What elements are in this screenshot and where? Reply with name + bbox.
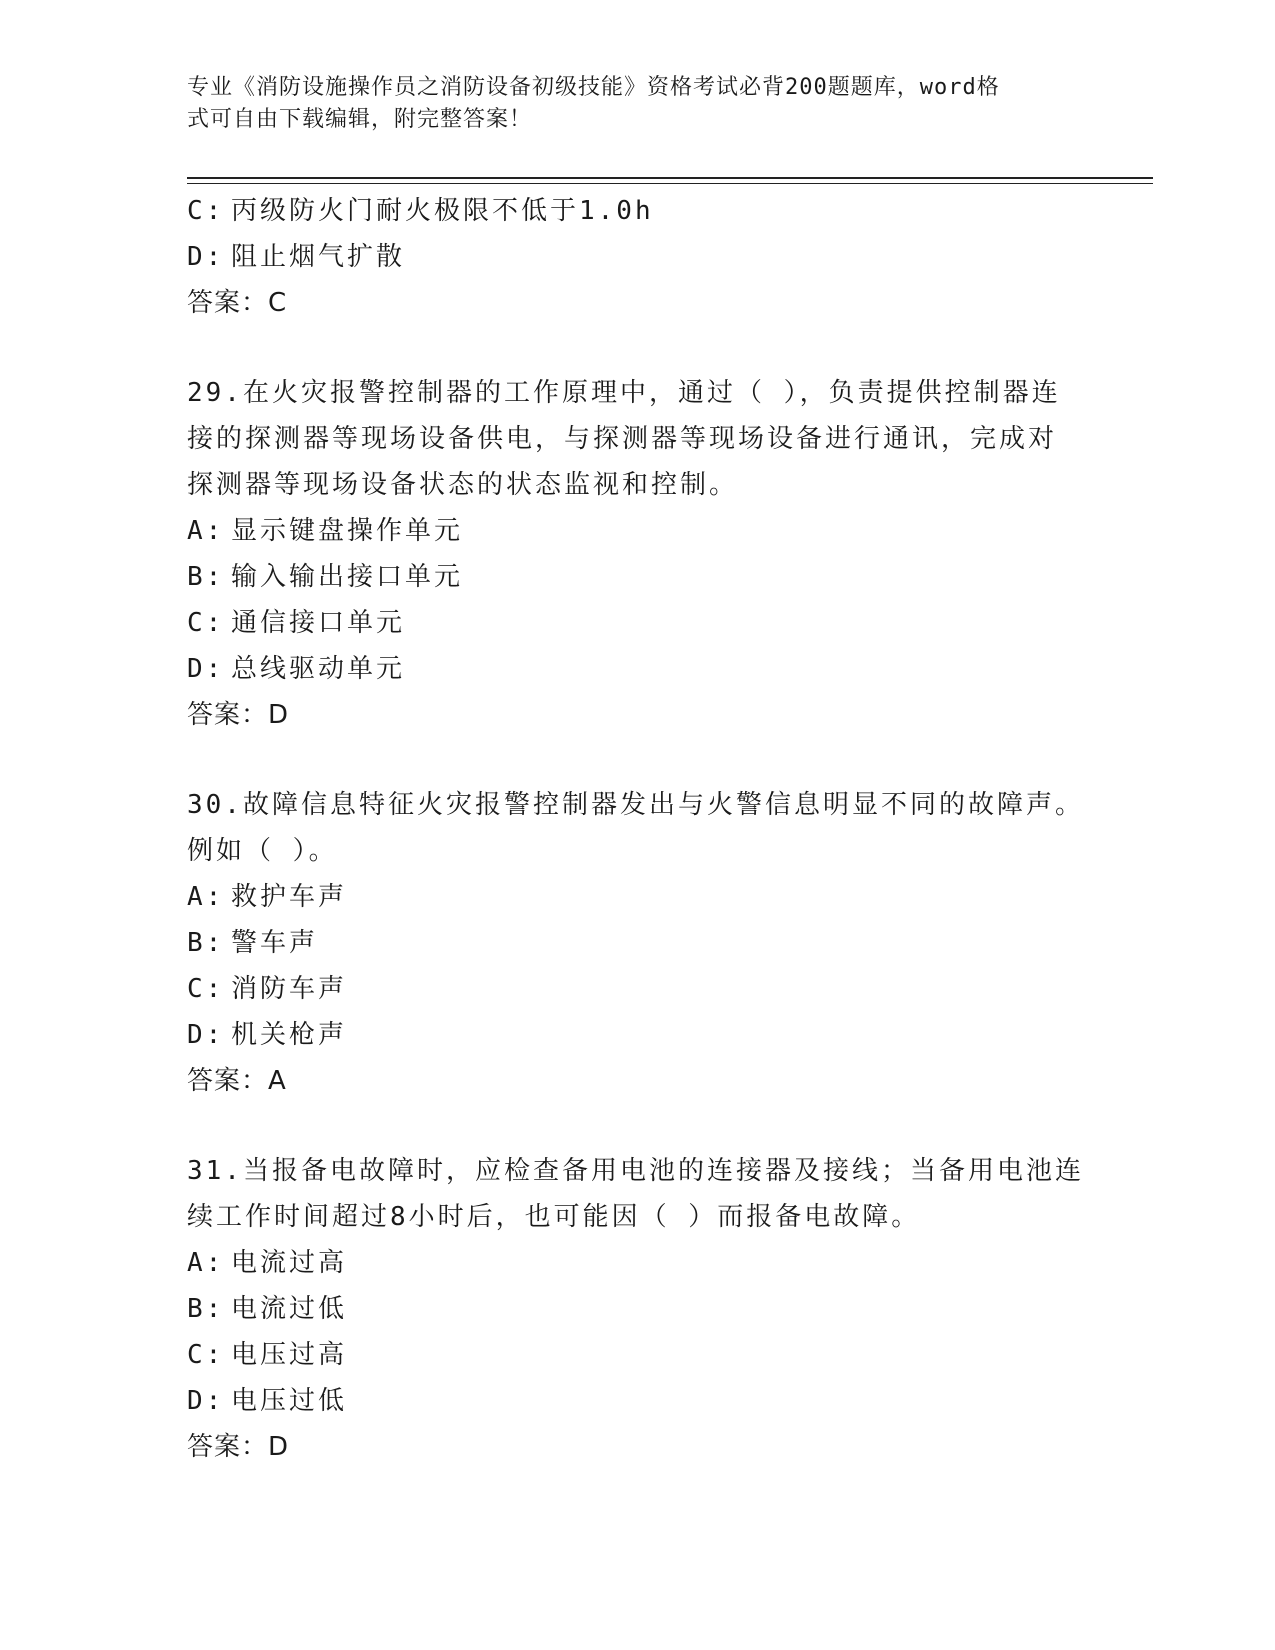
header-title-line-2: 式可自由下载编辑，附完整答案！	[187, 107, 533, 132]
option-d: D: 机关枪声	[187, 1020, 348, 1050]
answer-line: 答案：A	[187, 1066, 287, 1096]
question-31	[187, 1148, 1087, 1470]
option-c: C: 通信接口单元	[187, 608, 406, 638]
option-c: C: 消防车声	[187, 974, 348, 1004]
question-stem-line: 29.在火灾报警控制器的工作原理中，通过（ ），负责提供控制器连	[187, 378, 1061, 408]
question-29	[187, 370, 1087, 738]
question-30	[187, 782, 1087, 1104]
answer-line: 答案：D	[187, 1432, 290, 1462]
question-stem-line: 探测器等现场设备状态的状态监视和控制。	[187, 470, 739, 500]
option-a: A: 救护车声	[187, 882, 348, 912]
question-stem-line: 30.故障信息特征火灾报警控制器发出与火警信息明显不同的故障声。	[187, 790, 1084, 820]
question-fragment-28	[187, 188, 1087, 326]
question-content	[187, 188, 1087, 1470]
answer-line: 答案：C	[187, 288, 288, 318]
option-b: B: 警车声	[187, 928, 319, 958]
header-rule-thick	[187, 177, 1153, 179]
option-b: B: 输入输出接口单元	[187, 562, 464, 592]
option-d: D: 阻止烟气扩散	[187, 242, 406, 272]
document-header	[187, 72, 1067, 136]
question-stem-line: 例如（ ）。	[187, 836, 338, 866]
option-c: C: 电压过高	[187, 1340, 348, 1370]
option-c: C: 丙级防火门耐火极限不低于1.0h	[187, 196, 654, 226]
header-rule-thin	[187, 183, 1153, 184]
header-title-line-1: 专业《消防设施操作员之消防设备初级技能》资格考试必背200题题库，word格	[187, 75, 1000, 100]
option-d: D: 电压过低	[187, 1386, 348, 1416]
option-a: A: 显示键盘操作单元	[187, 516, 464, 546]
option-b: B: 电流过低	[187, 1294, 348, 1324]
option-d: D: 总线驱动单元	[187, 654, 406, 684]
answer-line: 答案：D	[187, 700, 290, 730]
option-a: A: 电流过高	[187, 1248, 348, 1278]
question-stem-line: 31.当报备电故障时，应检查备用电池的连接器及接线；当备用电池连	[187, 1156, 1084, 1186]
question-stem-line: 续工作时间超过8小时后，也可能因（ ）而报备电故障。	[187, 1202, 921, 1232]
question-stem-line: 接的探测器等现场设备供电，与探测器等现场设备进行通讯，完成对	[187, 424, 1058, 454]
